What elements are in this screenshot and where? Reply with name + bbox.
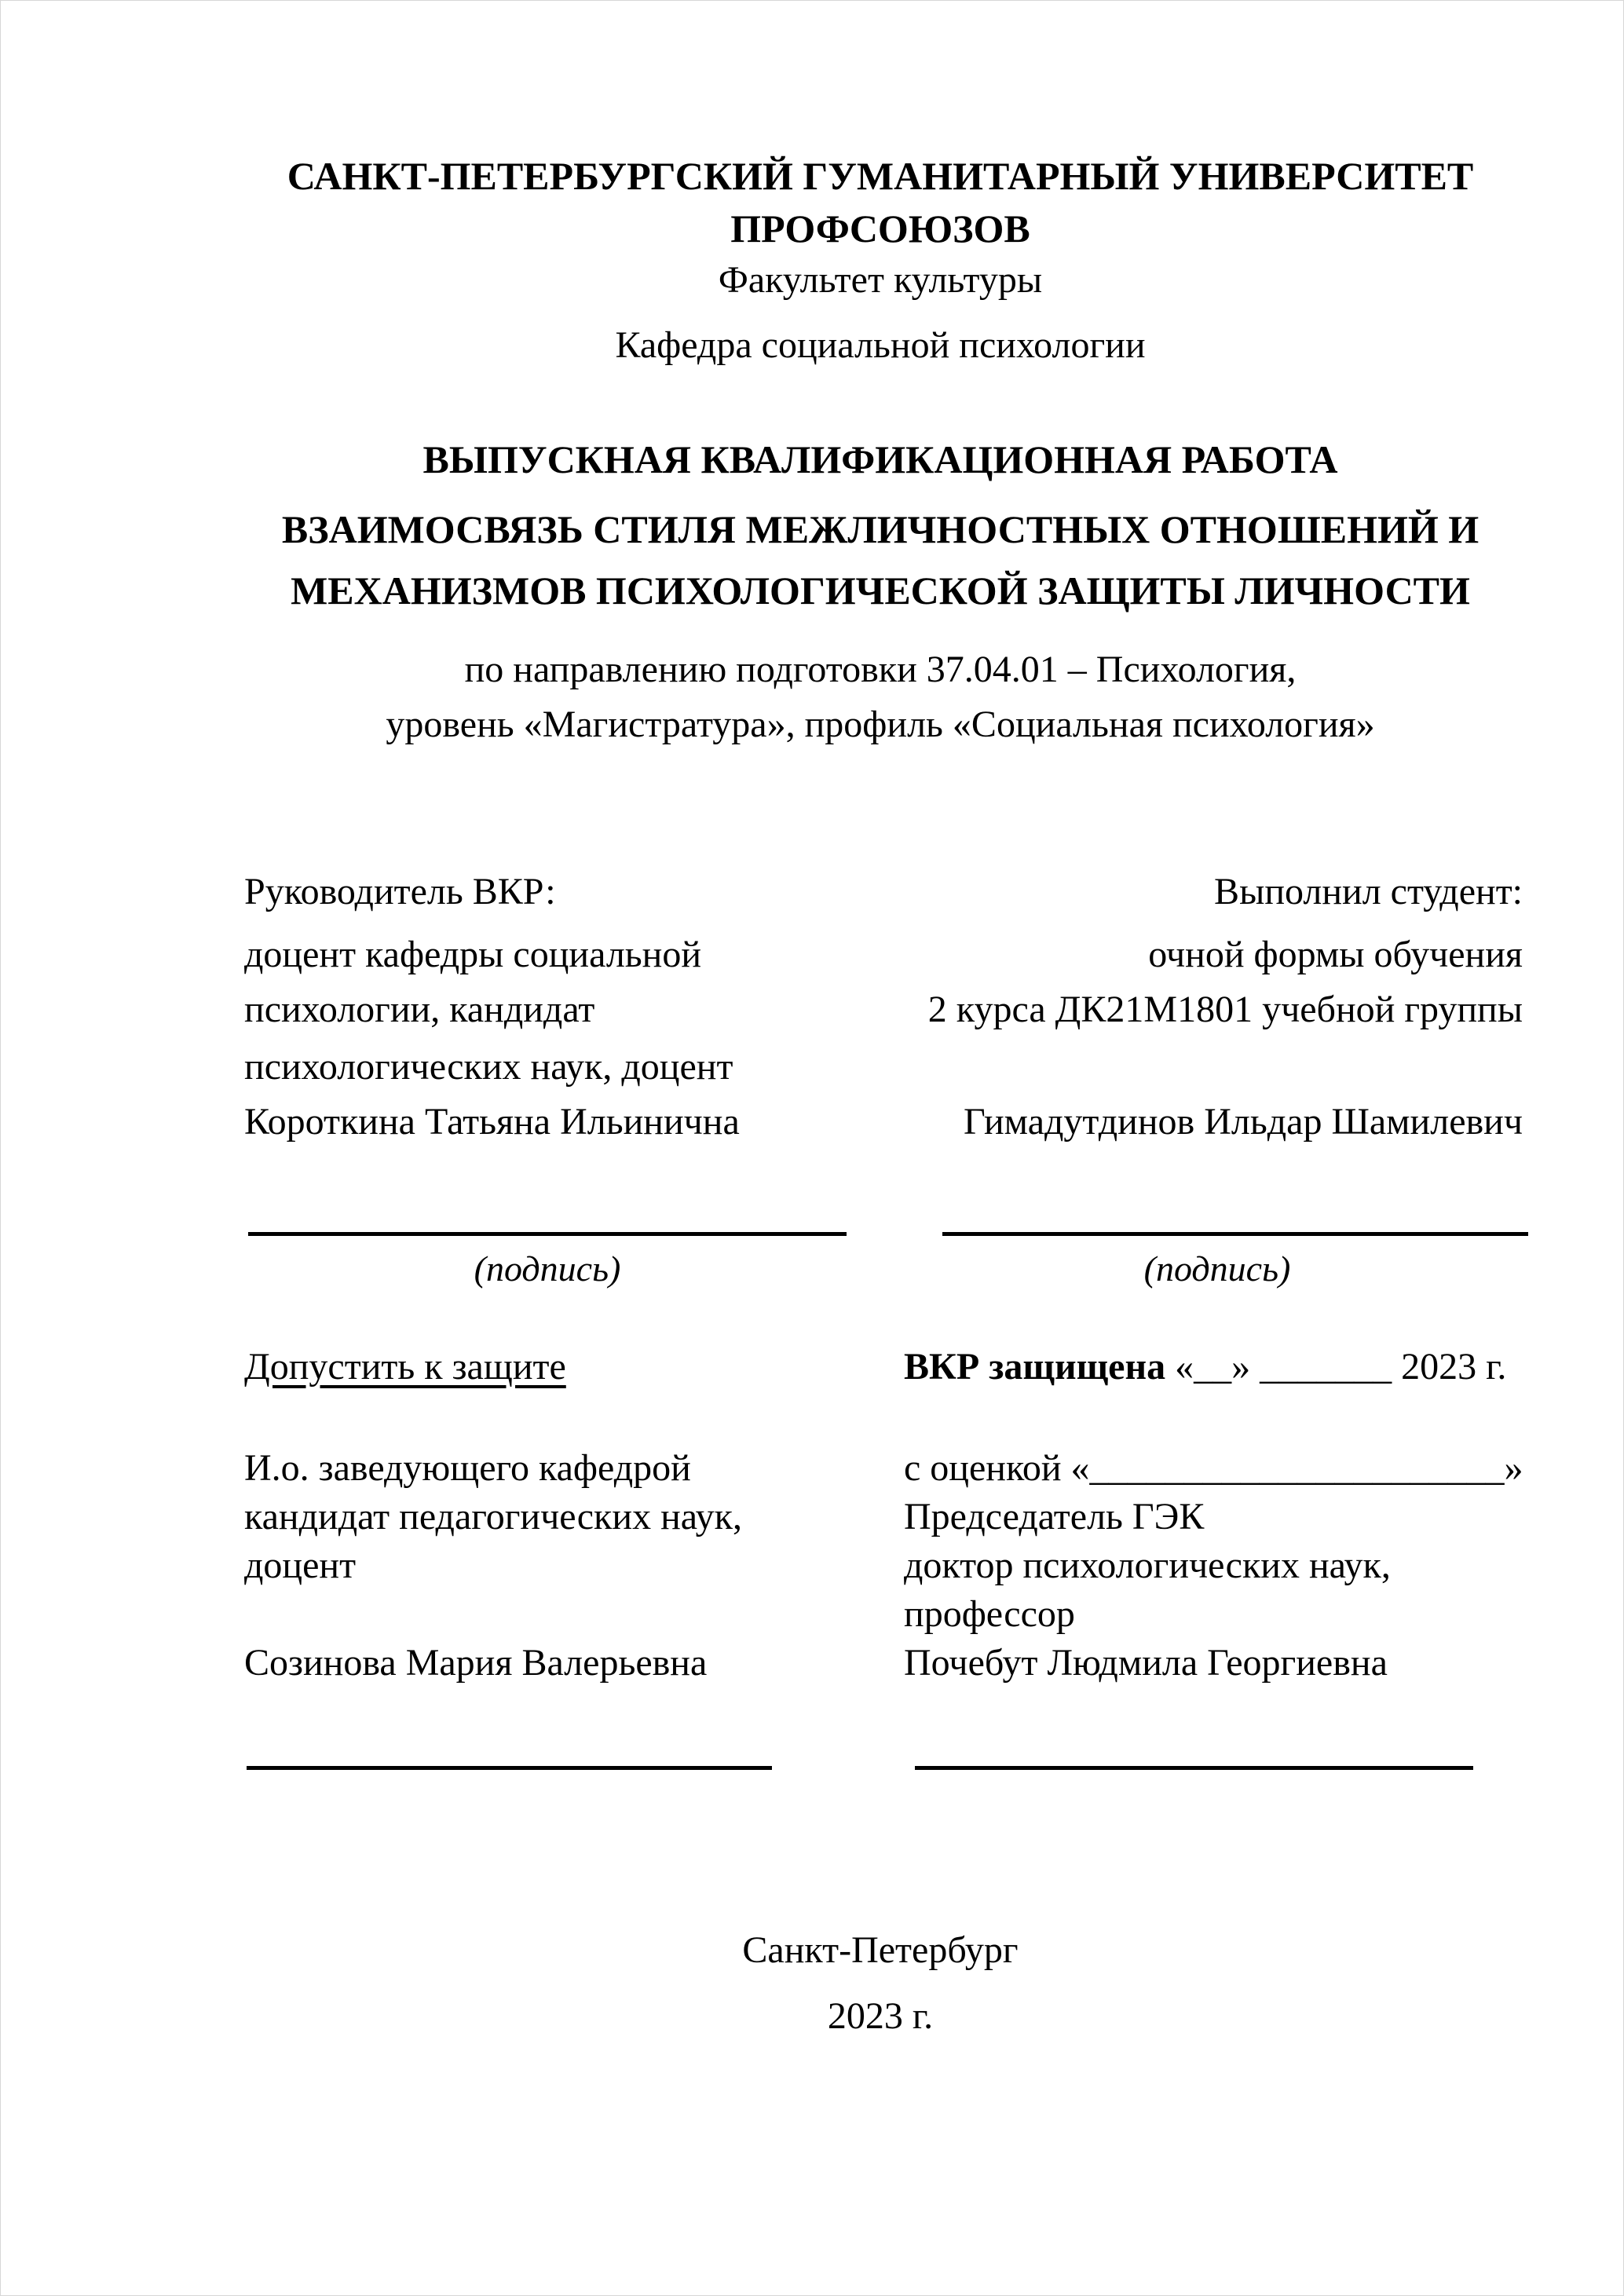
department-name: Кафедра социальной психологии — [615, 324, 1146, 366]
program-direction: по направлению подготовки 37.04.01 – Психология, — [464, 649, 1297, 690]
year-line: 2023 г. — [827, 1995, 934, 2037]
chair-signature-line — [915, 1766, 1473, 1770]
chair-title-line: профессор — [904, 1593, 1075, 1635]
supervisor-signature-line — [248, 1232, 847, 1236]
faculty-name: Факультет культуры — [718, 259, 1043, 301]
acting-head-signature-line — [247, 1766, 772, 1770]
supervisor-signature-caption: (подпись) — [474, 1249, 621, 1289]
student-signature-line — [942, 1232, 1528, 1236]
student-name: Гимадутдинов Ильдар Шамилевич — [964, 1101, 1523, 1143]
program-level-profile: уровень «Магистратура», профиль «Социальная психология» — [386, 704, 1375, 745]
university-name-line1: САНКТ-ПЕТЕРБУРГСКИЙ ГУМАНИТАРНЫЙ УНИВЕРСИТЕТ — [287, 154, 1474, 198]
acting-head-name: Созинова Мария Валерьевна — [244, 1642, 708, 1684]
supervisor-position-line3: психологических наук, доцент — [244, 1046, 733, 1088]
grade-line: с оценкой «______________________» — [904, 1447, 1523, 1489]
defended-date-blanks: «__» _______ 2023 г. — [1165, 1346, 1507, 1387]
supervisor-position-line2: психологии, кандидат — [244, 989, 595, 1030]
chair-degree-line: доктор психологических наук, — [904, 1545, 1391, 1586]
chair-name: Почебут Людмила Георгиевна — [904, 1642, 1388, 1684]
student-info-line1: очной формы обучения — [1148, 934, 1523, 975]
defended-line — [904, 1347, 1506, 1387]
student-label: Выполнил студент: — [1214, 871, 1523, 912]
city-name: Санкт-Петербург — [742, 1929, 1019, 1971]
gek-chair-line: Председатель ГЭК — [904, 1496, 1205, 1537]
acting-head-line3: доцент — [244, 1545, 357, 1586]
acting-head-line2: кандидат педагогических наук, — [244, 1496, 742, 1537]
student-signature-caption: (подпись) — [1143, 1249, 1291, 1289]
admission-heading: Допустить к защите — [244, 1346, 566, 1387]
university-name-line2: ПРОФСОЮЗОВ — [730, 207, 1030, 250]
acting-head-line1: И.о. заведующего кафедрой — [244, 1447, 691, 1489]
work-type-heading: ВЫПУСКНАЯ КВАЛИФИКАЦИОННАЯ РАБОТА — [422, 437, 1338, 481]
supervisor-name: Короткина Татьяна Ильинична — [244, 1101, 740, 1143]
thesis-title-line1: ВЗАИМОСВЯЗЬ СТИЛЯ МЕЖЛИЧНОСТНЫХ ОТНОШЕНИЙ И — [281, 507, 1480, 551]
defended-label: ВКР защищена — [904, 1346, 1166, 1387]
student-info-line2: 2 курса ДК21М1801 учебной группы — [927, 989, 1523, 1030]
supervisor-position-line1: доцент кафедры социальной — [244, 934, 702, 975]
thesis-title-line2: МЕХАНИЗМОВ ПСИХОЛОГИЧЕСКОЙ ЗАЩИТЫ ЛИЧНОСТИ — [291, 569, 1470, 612]
supervisor-label: Руководитель ВКР: — [244, 871, 556, 912]
